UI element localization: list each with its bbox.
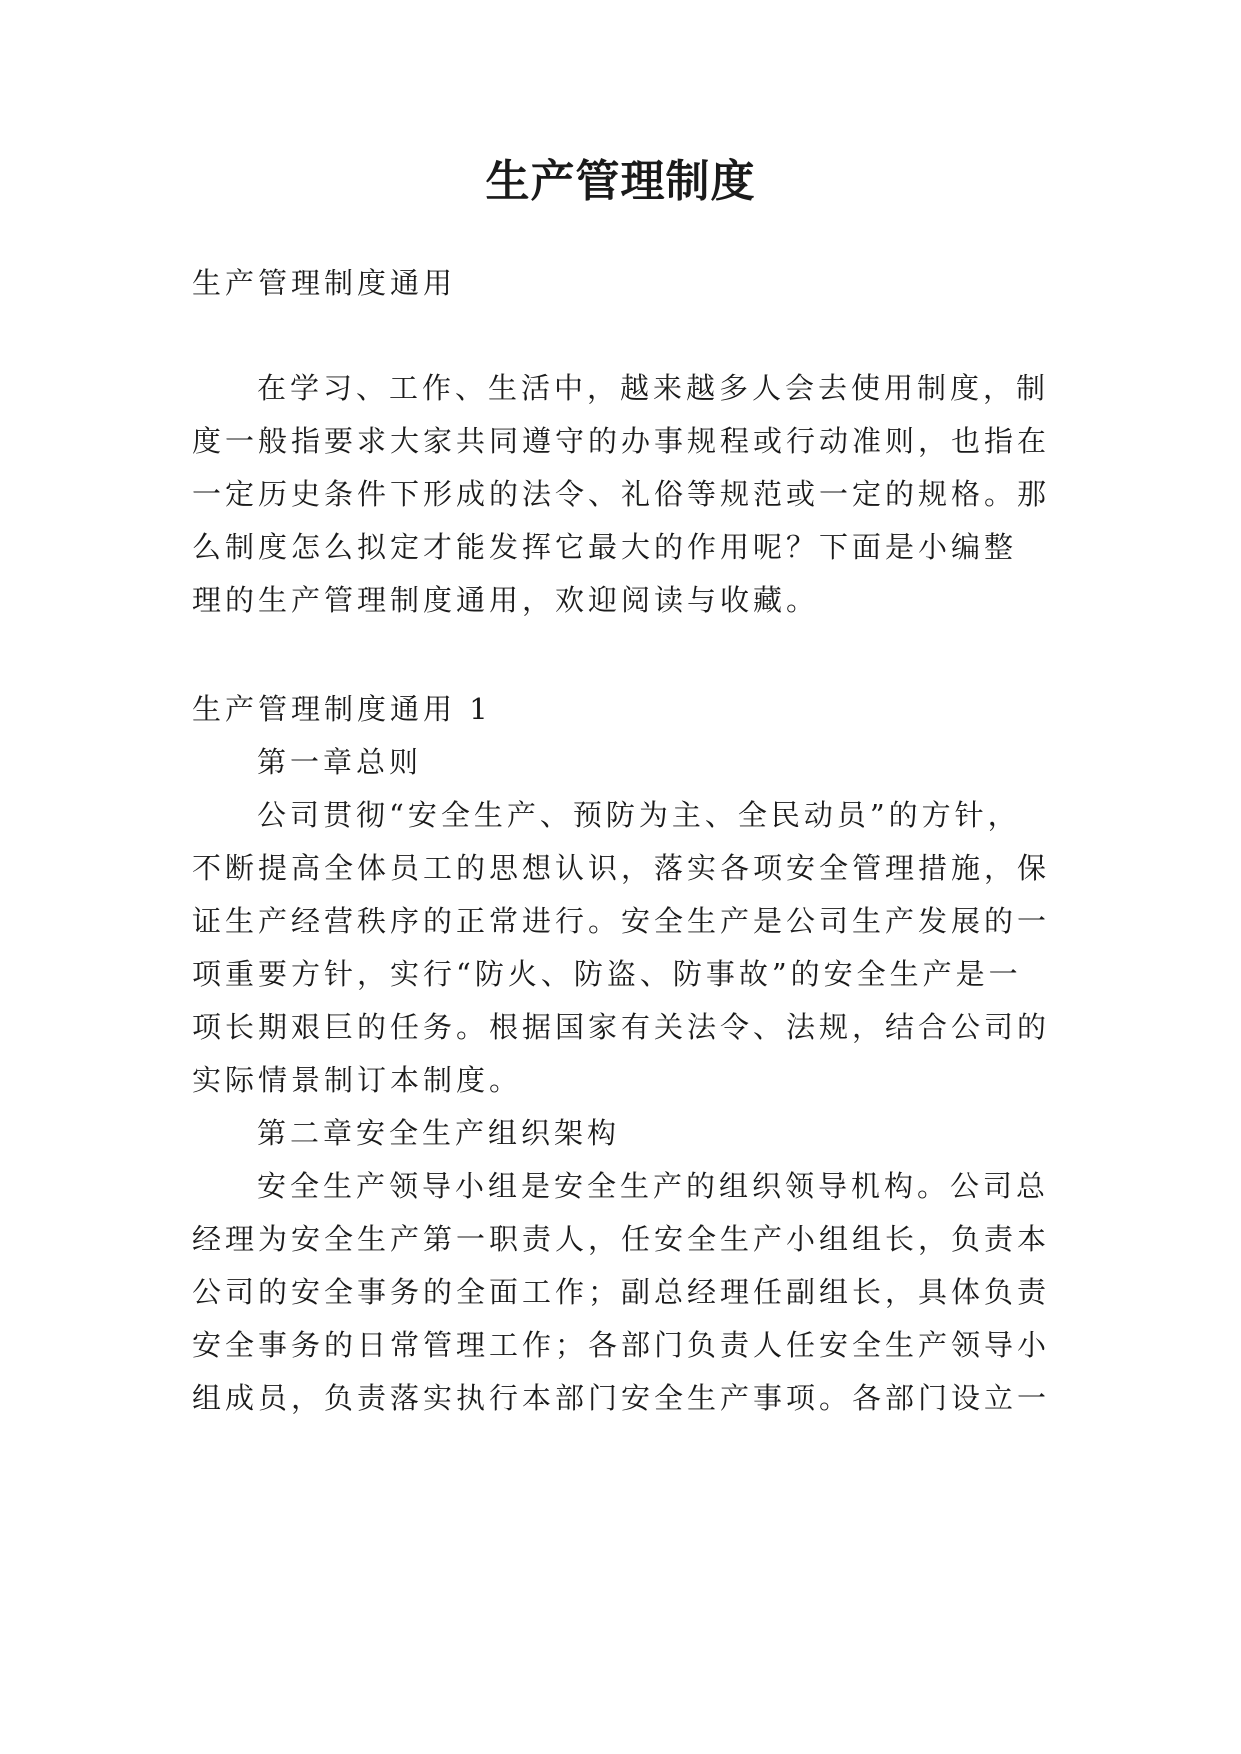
chapter2-line: 安全事务的日常管理工作；各部门负责人任安全生产领导小 — [192, 1328, 1051, 1362]
intro-line: 一定历史条件下形成的法令、礼俗等规范或一定的规格。那 — [192, 477, 1051, 511]
section-heading: 生产管理制度通用 1 — [192, 692, 492, 726]
chapter1-line: 项长期艰巨的任务。根据国家有关法令、法规，结合公司的 — [192, 1010, 1051, 1044]
intro-line: 么制度怎么拟定才能发挥它最大的作用呢？下面是小编整 — [192, 530, 1018, 564]
chapter2-line: 组成员，负责落实执行本部门安全生产事项。各部门设立一 — [192, 1381, 1051, 1415]
chapter1-line: 实际情景制订本制度。 — [192, 1063, 523, 1097]
chapter2-line: 公司的安全事务的全面工作；副总经理任副组长，具体负责 — [192, 1275, 1051, 1309]
document-title: 生产管理制度 — [485, 156, 756, 207]
chapter2-line: 经理为安全生产第一职责人，任安全生产小组组长，负责本 — [192, 1222, 1051, 1256]
document-subtitle: 生产管理制度通用 — [192, 266, 457, 300]
chapter1-line: 公司贯彻“安全生产、预防为主、全民动员”的方针， — [257, 798, 1021, 832]
chapter1-line: 证生产经营秩序的正常进行。安全生产是公司生产发展的一 — [192, 904, 1051, 938]
chapter2-line: 安全生产领导小组是安全生产的组织领导机构。公司总 — [257, 1169, 1050, 1203]
chapter1-line: 项重要方针，实行“防火、防盗、防事故”的安全生产是一 — [192, 957, 1022, 991]
intro-line: 在学习、工作、生活中，越来越多人会去使用制度，制 — [257, 371, 1050, 405]
intro-line: 理的生产管理制度通用，欢迎阅读与收藏。 — [192, 583, 820, 617]
intro-line: 度一般指要求大家共同遵守的办事规程或行动准则，也指在 — [192, 424, 1051, 458]
chapter-heading: 第一章总则 — [257, 745, 423, 779]
chapter1-line: 不断提高全体员工的思想认识，落实各项安全管理措施，保 — [192, 851, 1051, 885]
chapter-heading: 第二章安全生产组织架构 — [257, 1116, 621, 1150]
